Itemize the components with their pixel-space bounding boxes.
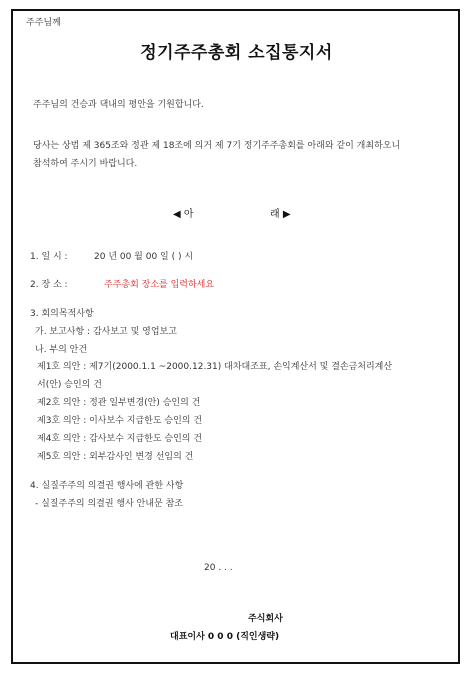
- recipient-label: 주주님께: [26, 18, 61, 28]
- item-datetime-label: 1. 일 시 :: [30, 252, 68, 262]
- document-date: 20 . . .: [204, 563, 233, 573]
- greeting-text: 주주님의 건승과 댁내의 평안을 기원합니다.: [33, 100, 204, 110]
- item-datetime-value: 20 년 00 월 00 일 ( ) 시: [94, 252, 194, 262]
- agenda-item-1-cont: 서(안) 승인의 건: [37, 380, 102, 390]
- agenda-item-2: 제2호 의안 : 정관 일부변경(안) 승인의 건: [37, 398, 201, 408]
- company-name: 주식회사: [248, 614, 283, 624]
- item-agenda-report: 가. 보고사항 : 감사보고 및 영업보고: [35, 327, 177, 337]
- document-title: 정기주주총회 소집통지서: [140, 43, 333, 63]
- item-voting-heading: 4. 실질주주의 의결권 행사에 관한 사항: [30, 481, 184, 491]
- item-place-label: 2. 장 소 :: [30, 280, 68, 290]
- item-voting-detail: - 실질주주의 의결권 행사 안내문 참조: [35, 499, 183, 509]
- agenda-item-3: 제3호 의안 : 이사보수 지급한도 승인의 건: [37, 416, 203, 426]
- intro-line-1: 당사는 상법 제 365조와 정관 제 18조에 의거 제 7기 정기주주총회를 아래와 같이 개최하오니: [33, 141, 401, 151]
- ceo-signature-line: 대표이사 0 0 0 (직인생략): [170, 632, 280, 642]
- item-agenda-heading: 3. 회의목적사항: [30, 309, 94, 319]
- item-agenda-resolutions: 나. 부의 안건: [35, 345, 88, 355]
- notice-heading-right: 래 ▶: [270, 209, 291, 220]
- agenda-item-1: 제1호 의안 : 제7기(2000.1.1 ~2000.12.31) 대차대조표, 손익계산서 및 결손금처리계산: [37, 362, 393, 372]
- notice-heading-left: ◀ 아: [173, 209, 194, 220]
- item-place-placeholder[interactable]: 주주총회 장소를 입력하세요: [104, 280, 215, 290]
- agenda-item-4: 제4호 의안 : 감사보수 지급한도 승인의 건: [37, 434, 203, 444]
- intro-line-2: 참석하여 주시기 바랍니다.: [33, 159, 138, 169]
- agenda-item-5: 제5호 의안 : 외부감사인 변경 선임의 건: [37, 452, 194, 462]
